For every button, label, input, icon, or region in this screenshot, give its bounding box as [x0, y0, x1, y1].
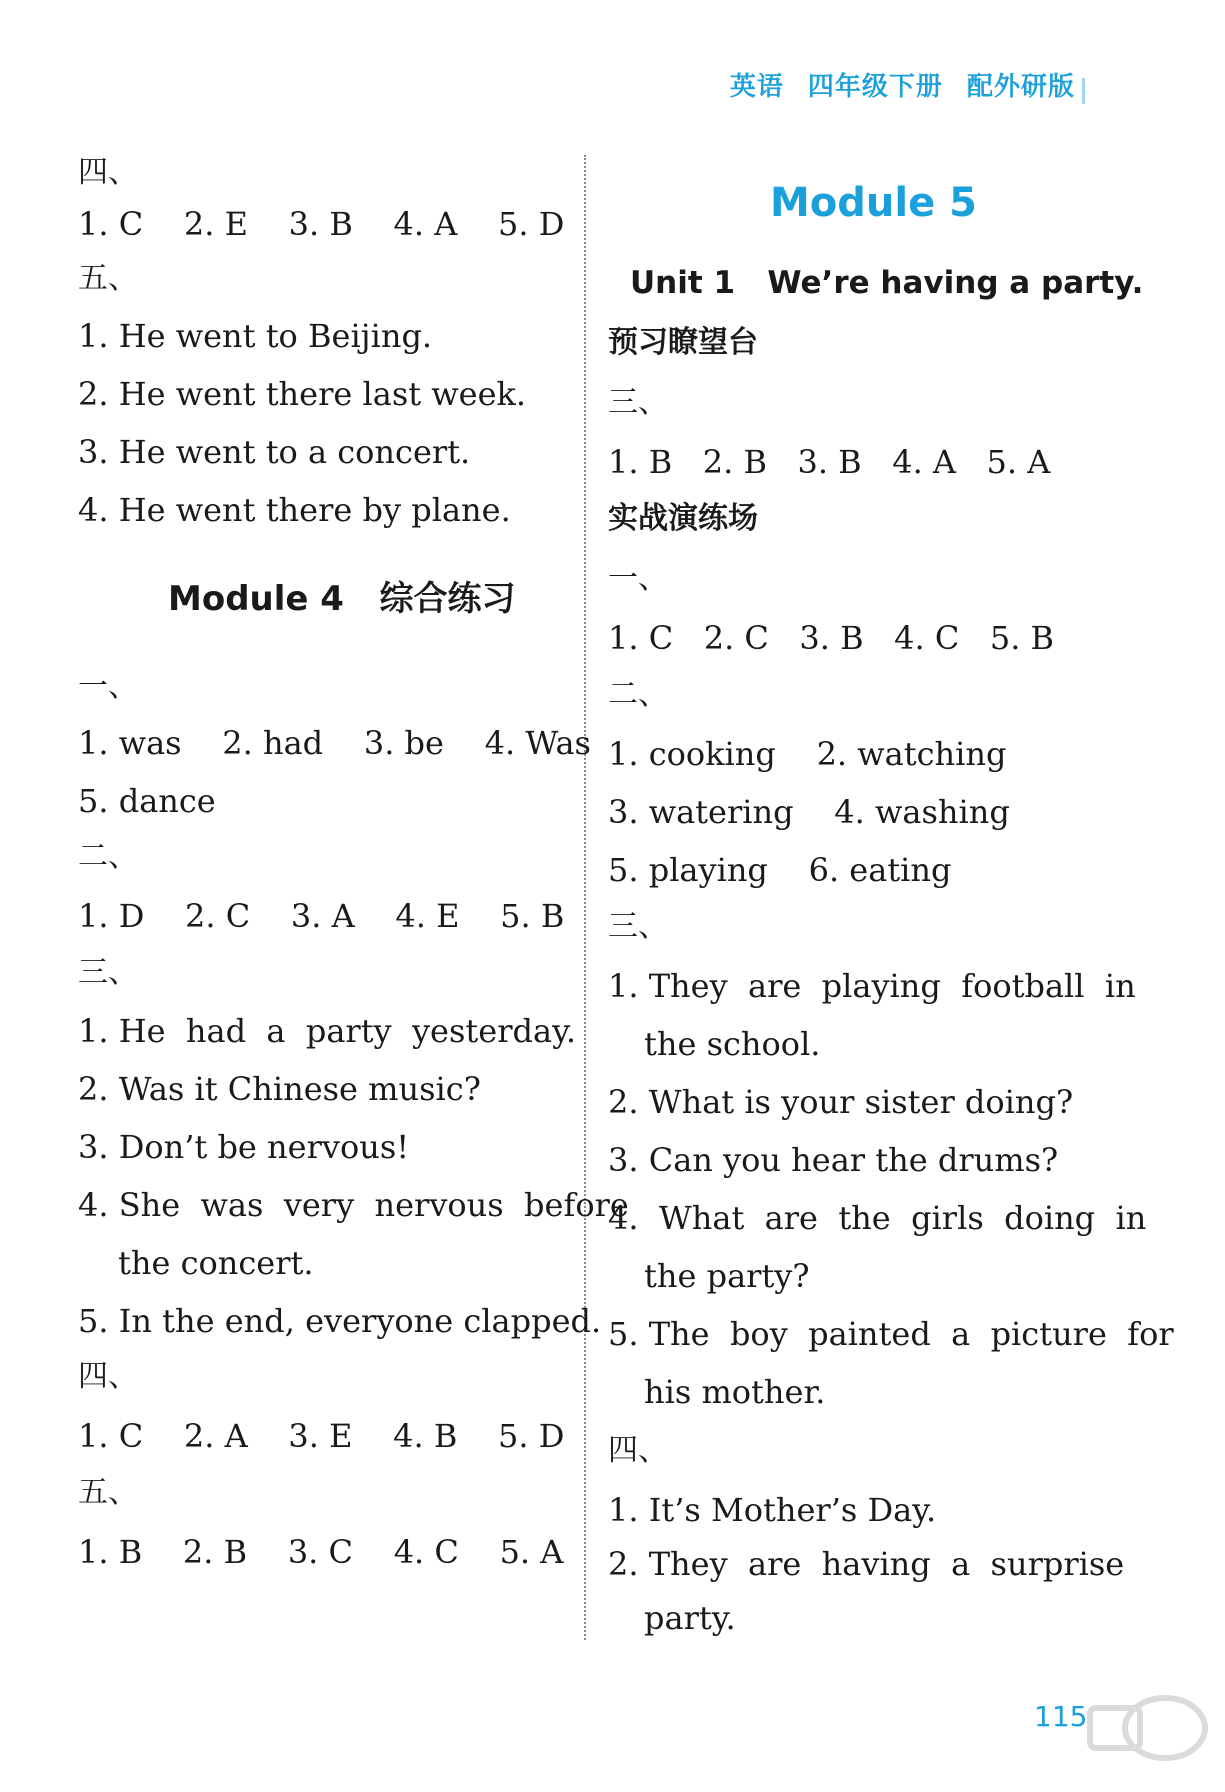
page-header: [716, 66, 1075, 103]
answer-line: 3. Don’t be nervous!: [78, 1128, 410, 1166]
answer-line: 1. He had a party yesterday.: [78, 1012, 577, 1050]
section-label: 一、: [608, 561, 668, 596]
section-label: 五、: [78, 261, 138, 296]
section-label: 五、: [78, 1475, 138, 1510]
answer-line: party.: [644, 1599, 736, 1637]
answer-line: 2. Was it Chinese music?: [78, 1070, 481, 1108]
answer-line: 3. He went to a concert.: [78, 433, 471, 471]
answer-line: 2. He went there last week.: [78, 375, 527, 413]
page-number: 115: [1034, 1700, 1088, 1733]
answer-line: 4. What are the girls doing in: [608, 1199, 1147, 1237]
answer-line: 4. He went there by plane.: [78, 491, 511, 529]
answer-line: the party?: [644, 1257, 810, 1295]
section-label: 二、: [78, 839, 138, 874]
section-label: 三、: [608, 385, 668, 420]
header-edition: 配外研版: [966, 72, 1075, 102]
answer-line: 1. He went to Beijing.: [78, 317, 433, 355]
answer-line: 5. The boy painted a picture for: [608, 1315, 1174, 1353]
answer-line: 1. They are playing football in: [608, 967, 1136, 1005]
module-4-title: Module 4 综合练习: [168, 579, 516, 619]
answer-line: the concert.: [118, 1244, 314, 1282]
section-label: 四、: [78, 1359, 138, 1394]
section-label: 三、: [78, 955, 138, 990]
answer-line: 4. She was very nervous before: [78, 1186, 629, 1224]
header-grade: 四年级下册: [807, 72, 943, 102]
column-divider: [584, 155, 586, 1640]
answer-line: 2. They are having a surprise: [608, 1545, 1125, 1583]
answer-line: 1. D 2. C 3. A 4. E 5. B: [78, 897, 565, 935]
answer-line: 1. B 2. B 3. B 4. A 5. A: [608, 443, 1051, 481]
section-label: 二、: [608, 677, 668, 712]
answer-line: 1. C 2. A 3. E 4. B 5. D: [78, 1417, 565, 1455]
answer-line: 1. It’s Mother’s Day.: [608, 1491, 937, 1529]
watermark-logo: [1070, 1688, 1220, 1788]
answer-line: 3. watering 4. washing: [608, 793, 1010, 831]
section-label: 一、: [78, 669, 138, 704]
answer-line: 2. What is your sister doing?: [608, 1083, 1074, 1121]
answer-line: the school.: [644, 1025, 821, 1063]
answer-line: 1. B 2. B 3. C 4. C 5. A: [78, 1533, 564, 1571]
answer-line: 1. was 2. had 3. be 4. Was: [78, 724, 591, 762]
section-label: 四、: [608, 1433, 668, 1468]
section-heading: 预习瞭望台: [608, 325, 758, 360]
answer-line: 5. dance: [78, 782, 216, 820]
section-label: 四、: [78, 155, 138, 190]
section-label: 三、: [608, 909, 668, 944]
header-subject: 英语: [729, 72, 784, 102]
answer-line: 1. C 2. E 3. B 4. A 5. D: [78, 205, 565, 243]
module-5-title: Module 5: [770, 180, 977, 226]
answer-line: 1. cooking 2. watching: [608, 735, 1007, 773]
header-accent-bar: [1082, 78, 1085, 104]
answer-line: his mother.: [644, 1373, 826, 1411]
answer-line: 5. playing 6. eating: [608, 851, 952, 889]
answer-line: 3. Can you hear the drums?: [608, 1141, 1059, 1179]
answer-line: 1. C 2. C 3. B 4. C 5. B: [608, 619, 1055, 657]
section-heading: 实战演练场: [608, 501, 758, 536]
answer-line: 5. In the end, everyone clapped.: [78, 1302, 602, 1340]
unit-title: Unit 1 We’re having a party.: [630, 265, 1144, 301]
